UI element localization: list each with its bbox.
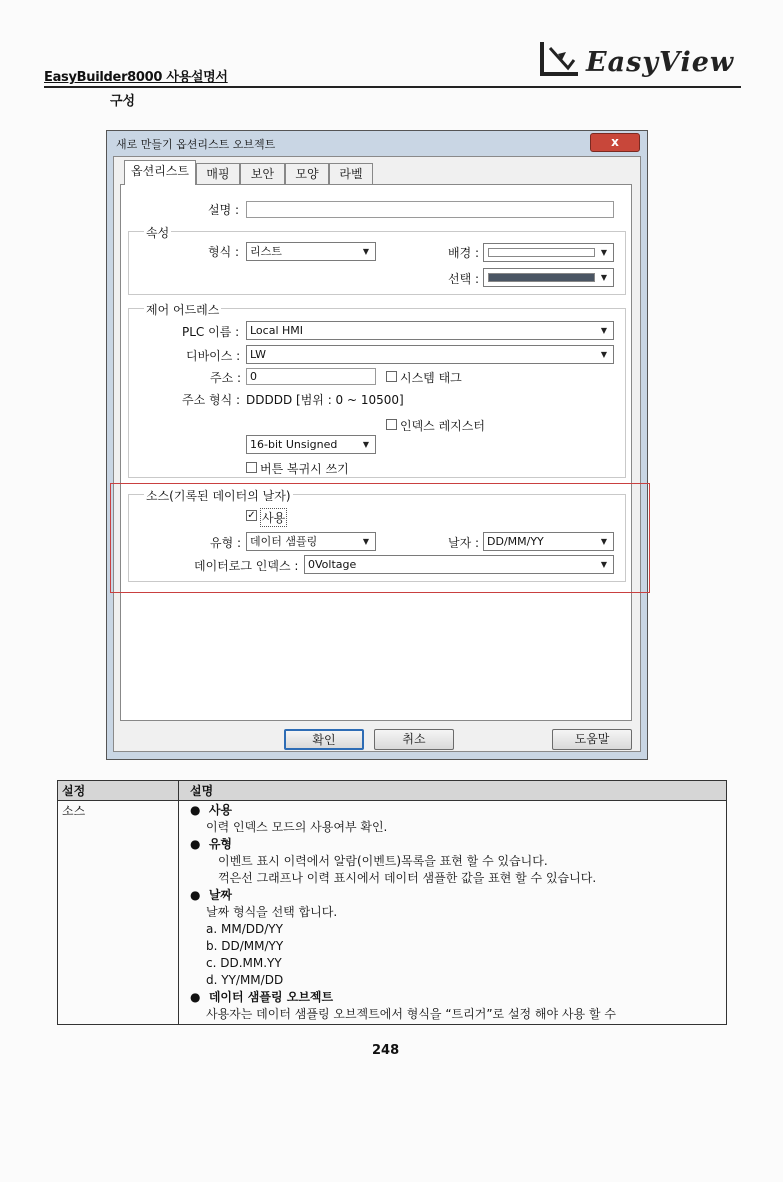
system-tag-checkbox[interactable] <box>386 371 397 382</box>
list-item: ● 사용 <box>190 803 233 817</box>
device-value: LW <box>250 348 266 361</box>
list-item-text: 날짜 형식을 선택 합니다. <box>206 905 338 919</box>
datalog-index-label: 데이터로그 인덱스 : <box>194 559 299 573</box>
tab-shape[interactable]: 모양 <box>285 163 329 184</box>
list-item: ● 유형 <box>190 837 233 851</box>
chevron-down-icon: ▼ <box>600 248 608 257</box>
type-combo[interactable] <box>246 242 376 261</box>
device-label: 디바이스 : <box>186 349 241 363</box>
datalog-index-value: 0Voltage <box>308 558 357 571</box>
background-color-swatch <box>488 248 595 257</box>
list-item-text: d. YY/MM/DD <box>206 973 284 987</box>
attributes-group-label: 속성 <box>146 226 170 240</box>
document-title: EasyBuilder8000 사용설명서 <box>44 70 228 85</box>
list-item-text: 이력 인덱스 모드의 사용여부 확인. <box>206 820 388 834</box>
table-header-description: 설명 <box>190 784 214 798</box>
address-format-label: 주소 형식 : <box>182 393 241 407</box>
description-input[interactable] <box>246 201 614 218</box>
list-item: ● 데이터 샘플링 오브젝트 <box>190 990 334 1004</box>
background-color-picker[interactable] <box>483 243 614 262</box>
chevron-down-icon: ▼ <box>600 537 608 546</box>
address-input[interactable]: 0 <box>246 368 376 385</box>
section-title: 구성 <box>110 94 136 109</box>
chevron-down-icon: ▼ <box>362 537 370 546</box>
date-label: 날자 : <box>448 536 480 550</box>
system-tag-label: 시스템 태그 <box>400 371 462 385</box>
tab-security[interactable]: 보안 <box>240 163 285 184</box>
list-item-text: 이벤트 표시 이력에서 알람(이벤트)목록을 표현 할 수 있습니다. <box>218 854 548 868</box>
page-number: 248 <box>372 1043 400 1058</box>
list-item: ● 날짜 <box>190 888 233 902</box>
chevron-down-icon: ▼ <box>362 247 370 256</box>
close-button[interactable]: x <box>590 133 640 152</box>
plc-name-value: Local HMI <box>250 324 304 337</box>
ok-button[interactable]: 확인 <box>284 729 364 750</box>
write-on-release-checkbox[interactable] <box>246 462 257 473</box>
index-register-checkbox[interactable] <box>386 419 397 430</box>
plc-name-combo[interactable] <box>246 321 614 340</box>
chevron-down-icon: ▼ <box>362 440 370 449</box>
tab-mapping[interactable]: 매핑 <box>196 163 240 184</box>
data-format-value: 16-bit Unsigned <box>250 438 338 451</box>
device-combo[interactable] <box>246 345 614 364</box>
cancel-button[interactable]: 취소 <box>374 729 454 750</box>
header-rule <box>44 86 741 88</box>
logo-text: EasyView <box>586 47 735 78</box>
list-item-text: 사용자는 데이터 샘플링 오브젝트에서 형식을 “트리거”로 설정 해야 사용 할 수 <box>206 1007 616 1021</box>
chevron-down-icon: ▼ <box>600 273 608 282</box>
list-item-text: b. DD/MM/YY <box>206 939 284 953</box>
selection-color-swatch <box>488 273 595 282</box>
write-on-release-label: 버튼 복귀시 쓰기 <box>260 462 349 476</box>
selection-label: 선택 : <box>448 272 480 286</box>
source-type-value: 데이터 샘플링 <box>250 535 318 548</box>
chevron-down-icon: ▼ <box>600 560 608 569</box>
highlight-box <box>110 483 650 593</box>
help-button[interactable]: 도움말 <box>552 729 632 750</box>
tab-label[interactable]: 라벨 <box>329 163 373 184</box>
index-register-label: 인덱스 레지스터 <box>400 419 485 433</box>
background-label: 배경 : <box>448 246 480 260</box>
plc-name-label: PLC 이름 : <box>182 325 240 339</box>
data-format-combo[interactable] <box>246 435 376 454</box>
list-item-text: 꺽은선 그래프나 이력 표시에서 데이터 샘플한 값을 표현 할 수 있습니다. <box>218 871 597 885</box>
chevron-down-icon: ▼ <box>600 326 608 335</box>
dialog-title: 새로 만들기 옵션리스트 오브젝트 <box>116 138 276 151</box>
control-address-group-label: 제어 어드레스 <box>146 303 220 317</box>
source-type-label: 유형 : <box>210 536 242 550</box>
selection-color-picker[interactable] <box>483 268 614 287</box>
tab-option-list[interactable]: 옵션리스트 <box>124 160 196 185</box>
table-divider <box>178 780 179 1025</box>
table-row-description <box>190 802 720 1023</box>
address-label: 주소 : <box>210 371 242 385</box>
type-value: 리스트 <box>250 245 282 258</box>
check-icon: ✓ <box>247 510 256 521</box>
type-label: 형식 : <box>208 245 240 259</box>
use-label: 사용 <box>260 508 287 527</box>
table-header-setting: 설정 <box>62 784 86 798</box>
date-value: DD/MM/YY <box>487 535 544 548</box>
description-label: 설명 : <box>208 203 240 217</box>
list-item-text: a. MM/DD/YY <box>206 922 283 936</box>
list-item-text: c. DD.MM.YY <box>206 956 282 970</box>
address-format-value: DDDDD [범위 : 0 ~ 10500] <box>246 393 404 407</box>
chevron-down-icon: ▼ <box>600 350 608 359</box>
table-row-setting: 소스 <box>62 804 86 818</box>
source-group-label: 소스(기록된 데이터의 날자) <box>146 489 291 503</box>
